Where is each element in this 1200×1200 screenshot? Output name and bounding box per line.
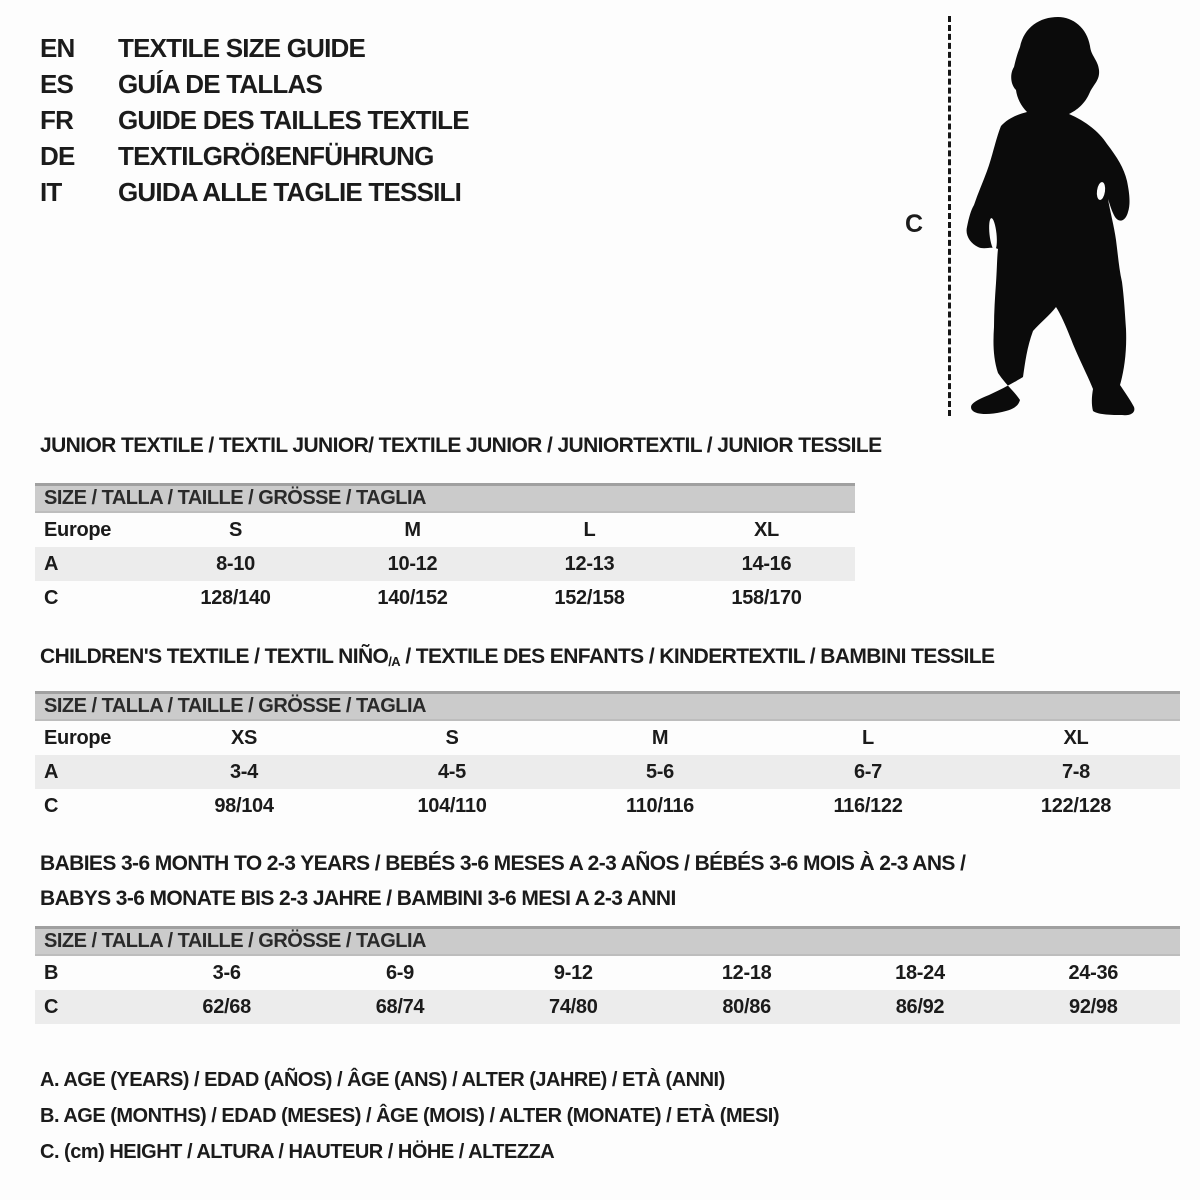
size-cell: 74/80 <box>549 995 598 1018</box>
babies-section-title-line2: BABYS 3-6 MONATE BIS 2-3 JAHRE / BAMBINI 3-6 MESI A 2-3 ANNI <box>40 887 676 910</box>
junior-size-table <box>35 483 855 615</box>
size-cell: 140/152 <box>377 586 448 609</box>
legend-line-a: A. AGE (YEARS) / EDAD (AÑOS) / ÂGE (ANS) / ALTER (JAHRE) / ETÀ (ANNI) <box>40 1068 725 1091</box>
row-label: Europe <box>44 518 112 541</box>
table-row <box>35 990 1180 1024</box>
size-cell: L <box>862 726 874 749</box>
size-cell: 110/116 <box>626 794 694 817</box>
size-cell: 3-6 <box>212 961 241 984</box>
size-cell: XL <box>1063 726 1089 749</box>
size-header-label: SIZE / TALLA / TAILLE / GRÖSSE / TAGLIA <box>44 930 426 952</box>
size-cell: 68/74 <box>375 995 425 1018</box>
junior-section-title: JUNIOR TEXTILE / TEXTIL JUNIOR/ TEXTILE JUNIOR / JUNIORTEXTIL / JUNIOR TESSILE <box>40 434 882 457</box>
size-cell: 116/122 <box>833 794 903 817</box>
size-cell: 12-13 <box>564 552 615 575</box>
language-code: IT <box>40 176 62 207</box>
row-label: C <box>44 586 59 609</box>
size-cell: 12-18 <box>721 961 772 984</box>
size-cell: XL <box>754 518 779 541</box>
size-cell: 8-10 <box>216 552 255 575</box>
children-section-title <box>40 645 994 669</box>
row-label: C <box>44 794 59 817</box>
language-row-it <box>40 174 469 210</box>
size-cell: 9-12 <box>553 961 593 984</box>
size-cell: 98/104 <box>214 794 274 817</box>
language-row-de <box>40 138 469 174</box>
legend-block <box>40 1062 779 1170</box>
size-cell: 104/110 <box>417 794 487 817</box>
guide-title-es: GUÍA DE TALLAS <box>118 68 323 99</box>
legend-line-b: B. AGE (MONTHS) / EDAD (MESES) / ÂGE (MOIS) / ALTER (MONATE) / ETÀ (MESI) <box>40 1104 780 1127</box>
size-cell: 86/92 <box>895 995 945 1018</box>
size-cell: 10-12 <box>387 552 438 575</box>
size-cell: 5-6 <box>645 760 674 783</box>
table-row <box>35 513 855 547</box>
size-cell: M <box>651 726 669 749</box>
children-title-text: / TEXTILE DES ENFANTS / KINDERTEXTIL / BAMBINI TESSILE <box>400 645 995 668</box>
size-cell: XS <box>230 726 258 749</box>
size-cell: 122/128 <box>1040 794 1112 817</box>
size-cell: 6-7 <box>853 760 882 783</box>
language-row-en <box>40 30 469 66</box>
guide-title-en: TEXTILE SIZE GUIDE <box>118 32 366 63</box>
language-code: DE <box>40 140 75 171</box>
size-cell: L <box>583 518 596 541</box>
size-cell: M <box>404 518 421 541</box>
size-header-label: SIZE / TALLA / TAILLE / GRÖSSE / TAGLIA <box>44 487 426 509</box>
babies-size-table <box>35 926 1180 1024</box>
language-code: FR <box>40 104 74 135</box>
size-cell: 152/158 <box>554 586 625 609</box>
size-cell: 24-36 <box>1068 961 1119 984</box>
guide-title-it: GUIDA ALLE TAGLIE TESSILI <box>118 176 462 207</box>
size-header-bar <box>35 691 1180 721</box>
children-title-subscript: /A <box>388 653 401 669</box>
size-cell: S <box>228 518 243 541</box>
babies-section-title-line1: BABIES 3-6 MONTH TO 2-3 YEARS / BEBÉS 3-6 MESES A 2-3 AÑOS / BÉBÉS 3-6 MOIS À 2-3 ANS / <box>40 852 966 875</box>
row-label: A <box>44 760 59 783</box>
size-cell: 14-16 <box>741 552 792 575</box>
size-cell: S <box>445 726 459 749</box>
table-row <box>35 721 1180 755</box>
language-code: EN <box>40 32 75 63</box>
size-cell: 3-4 <box>229 760 258 783</box>
language-row-fr <box>40 102 469 138</box>
height-dashed-line <box>948 16 951 416</box>
size-cell: 80/86 <box>722 995 771 1018</box>
table-row <box>35 755 1180 789</box>
size-cell: 7-8 <box>1061 760 1090 783</box>
size-header-bar <box>35 483 855 513</box>
guide-title-fr: GUIDE DES TAILLES TEXTILE <box>118 104 469 135</box>
row-label: B <box>44 961 59 984</box>
language-code: ES <box>40 68 74 99</box>
language-row-es <box>40 66 469 102</box>
size-cell: 18-24 <box>895 961 945 984</box>
table-row <box>35 547 855 581</box>
size-cell: 4-5 <box>437 760 466 783</box>
legend-line-c: C. (cm) HEIGHT / ALTURA / HAUTEUR / HÖHE / ALTEZZA <box>40 1140 555 1163</box>
language-title-block <box>40 30 469 210</box>
size-cell: 92/98 <box>1069 995 1118 1018</box>
table-row <box>35 581 855 615</box>
row-label: Europe <box>44 726 112 749</box>
guide-title-de: TEXTILGRÖßENFÜHRUNG <box>118 140 434 171</box>
children-size-table <box>35 691 1180 823</box>
size-header-bar <box>35 926 1180 956</box>
row-label: A <box>44 552 59 575</box>
toddler-silhouette-icon <box>965 14 1143 416</box>
size-cell: 62/68 <box>202 995 251 1018</box>
size-cell: 128/140 <box>200 586 271 609</box>
size-header-label: SIZE / TALLA / TAILLE / GRÖSSE / TAGLIA <box>44 695 426 717</box>
height-measure-label: C <box>905 210 924 238</box>
size-cell: 158/170 <box>731 586 802 609</box>
children-title-text: CHILDREN'S TEXTILE / TEXTIL NIÑO <box>40 645 389 668</box>
row-label: C <box>44 995 59 1018</box>
table-row <box>35 789 1180 823</box>
size-cell: 6-9 <box>385 961 414 984</box>
table-row <box>35 956 1180 990</box>
